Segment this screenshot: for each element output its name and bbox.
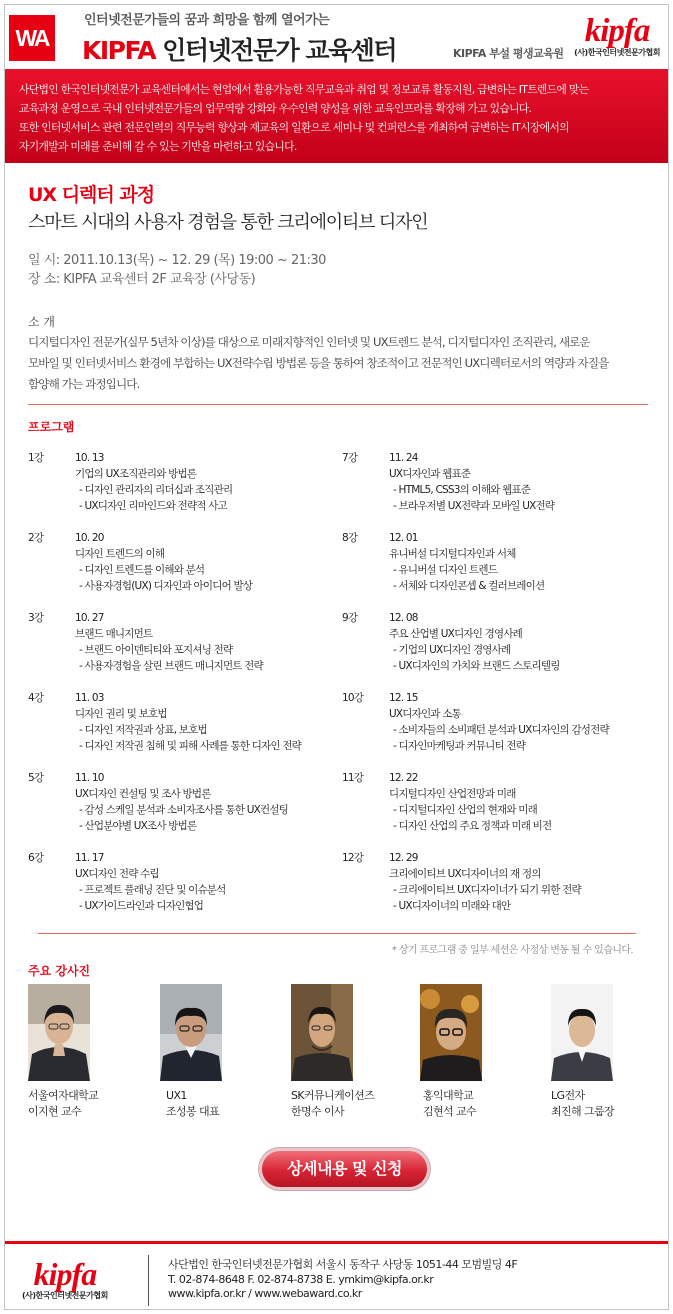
lecture-topic: - 유니버설 디자인 트렌드	[393, 564, 498, 576]
lecture-title: 크리에이티브 UX디자이너의 재 정의	[389, 868, 541, 880]
lecture-number: 2강	[28, 532, 44, 544]
course-subtitle: 스마트 시대의 사용자 경험을 통한 크리에이티브 디자인	[28, 212, 428, 233]
lecture-date: 10. 20	[75, 532, 104, 544]
lecture-title: 기업의 UX조직관리와 방법론	[75, 468, 197, 480]
instructor-org: LG전자	[551, 1089, 585, 1102]
instructor-photo	[28, 984, 90, 1081]
instructor-photo	[420, 984, 482, 1081]
footer-logo-sub: (사)한국인터넷전문가협회	[22, 1291, 108, 1300]
wa-logo[interactable]: WA	[9, 15, 55, 61]
instructor-caption	[166, 1088, 219, 1120]
intro-line: 함양해 가는 과정입니다.	[28, 377, 140, 391]
lecture-number: 4강	[28, 692, 44, 704]
header-title	[82, 31, 396, 67]
lecture-topic: - 디자인 산업의 주요 정책과 미래 비전	[393, 820, 552, 832]
program-heading: 프로그램	[28, 420, 75, 434]
lecture-title: 디자인 트렌드의 이해	[75, 548, 165, 560]
lecture-topic: - 디자인 트렌드를 이해와 분석	[79, 564, 205, 576]
lecture-title: 유니버설 디지털디자인과 서체	[389, 548, 516, 560]
footer-separator	[148, 1255, 149, 1306]
lecture-topic: - 사용자경험(UX) 디자인과 아이디어 발상	[79, 580, 253, 592]
lecture-topic: - 기업의 UX디자인 경영사례	[393, 644, 511, 656]
lecture-number: 11강	[342, 772, 364, 784]
instructor-name: 한명수 이사	[291, 1105, 345, 1118]
lecture-title: UX디자인과 웹표준	[389, 468, 471, 480]
instructor-photo	[160, 984, 222, 1081]
lecture-body	[73, 866, 225, 914]
lecture-body	[73, 546, 252, 594]
footer-web-links[interactable]: www.kipfa.or.kr / www.webaward.co.kr	[168, 1287, 362, 1300]
instructor-name: 조성봉 대표	[166, 1105, 220, 1118]
intro-band	[5, 69, 668, 163]
course-heading	[28, 180, 427, 234]
footer-info	[168, 1258, 517, 1302]
lecture-title: 주요 산업별 UX디자인 경영사례	[389, 628, 523, 640]
program-note: * 상기 프로그램 중 일부 세션은 사정상 변동 될 수 있습니다.	[391, 945, 633, 956]
apply-details-button[interactable]: 상세내용 및 신청	[259, 1148, 430, 1190]
footer-address: 사단법인 한국인터넷전문가협회 서울시 동작구 사당동 1051-44 모범빌딩 4F	[168, 1258, 518, 1271]
intro-band-line: 자기개발과 미래를 준비해 갈 수 있는 기반을 마련하고 있습니다.	[19, 140, 297, 153]
instructors-heading: 주요 강사진	[28, 964, 91, 978]
lecture-date: 10. 13	[75, 452, 104, 464]
lecture-body	[73, 706, 301, 754]
lecture-topic: - 디자인 관리자의 리더십과 조직관리	[79, 484, 233, 496]
intro-heading: 소 개	[28, 315, 55, 329]
instructor-org: UX1	[166, 1089, 187, 1102]
course-schedule	[28, 251, 326, 289]
lecture-topic: - 디자인마케팅과 커뮤니티 전략	[393, 740, 526, 752]
header-tagline: 인터넷전문가들의 꿈과 희망을 함께 열어가는	[84, 13, 330, 28]
lecture-number: 6강	[28, 852, 44, 864]
lecture-number: 8강	[342, 532, 358, 544]
lecture-number: 9강	[342, 612, 358, 624]
lecture-topic: - 디자인 저작권과 상표, 보호법	[79, 724, 207, 736]
lecture-title: UX디자인 전략 수립	[75, 868, 159, 880]
intro-line: 디지털디자인 전문가(실무 5년차 이상)를 대상으로 미래지향적인 인터넷 및 UX트렌드 분석, 디지털디자인 조직관리, 새로운	[28, 335, 590, 349]
lecture-title: UX디자인과 소통	[389, 708, 461, 720]
instructor-photo	[551, 984, 613, 1081]
header	[5, 5, 668, 67]
instructor-photo	[291, 984, 353, 1081]
lecture-topic: - UX디자인 리마인드와 전략적 사고	[79, 500, 227, 512]
lecture-number: 12강	[342, 852, 364, 864]
instructor-caption	[291, 1088, 374, 1120]
instructor-org: SK커뮤니케이션즈	[291, 1089, 375, 1102]
course-title: UX 디렉터 과정	[28, 184, 155, 206]
lecture-body	[73, 786, 288, 834]
lecture-topic: - HTML5, CSS3의 이해와 웹표준	[393, 484, 531, 496]
instructor-org: 홍익대학교	[423, 1089, 474, 1102]
lecture-topic: - UX디자인의 가치와 브랜드 스토리텔링	[393, 660, 560, 672]
lecture-date: 11. 10	[75, 772, 104, 784]
header-subtitle: KIPFA 부설 평생교육원	[453, 47, 564, 60]
intro-line: 모바일 및 인터넷서비스 환경에 부합하는 UX전략수립 방법론 등을 통하여 창조적이고 전문적인 UX디렉터로서의 역량과 자질을	[28, 356, 609, 370]
footer-contact[interactable]: T. 02-874-8648 F. 02-874-8738 E. ymkim@kipfa.or.kr	[168, 1272, 434, 1286]
lecture-date: 12. 29	[389, 852, 418, 864]
instructor-name: 김현석 교수	[423, 1105, 477, 1118]
lecture-body	[387, 786, 551, 834]
lecture-date: 12. 15	[389, 692, 418, 704]
lecture-date: 12. 08	[389, 612, 418, 624]
section-divider	[38, 933, 636, 934]
lecture-topic: - 브랜드 아이덴티티와 포지셔닝 전략	[79, 644, 233, 656]
kipfa-logo-sub: (사)한국인터넷전문가협회	[574, 48, 660, 57]
lecture-topic: - 디지털디자인 산업의 현재와 미래	[393, 804, 537, 816]
section-divider	[28, 404, 648, 405]
lecture-number: 5강	[28, 772, 44, 784]
header-title-brand: KIPFA	[82, 36, 156, 65]
instructor-org: 서울여자대학교	[28, 1089, 99, 1102]
lecture-date: 12. 22	[389, 772, 418, 784]
lecture-topic: - 감성 스케일 분석과 소비자조사를 통한 UX컨설팅	[79, 804, 289, 816]
instructor-caption	[28, 1088, 98, 1120]
lecture-date: 10. 27	[75, 612, 104, 624]
lecture-body	[387, 626, 560, 674]
lecture-title: 디자인 권리 및 보호법	[75, 708, 167, 720]
lecture-body	[73, 626, 263, 674]
lecture-body	[387, 546, 544, 594]
intro-band-line: 사단법인 한국인터넷전문가 교육센터에서는 현업에서 활용가능한 직무교육과 취업 및 정보교류 활동지원, 급변하는 IT트렌드에 맞는	[19, 83, 589, 96]
kipfa-logo-word: kipfa	[584, 13, 650, 49]
footer-logo[interactable]	[22, 1258, 108, 1301]
lecture-topic: - 프로젝트 플래닝 진단 및 이슈분석	[79, 884, 226, 896]
instructor-name: 이지현 교수	[28, 1105, 82, 1118]
lecture-body	[387, 866, 581, 914]
header-title-rest: 인터넷전문가 교육센터	[155, 36, 396, 65]
lecture-body	[73, 466, 232, 514]
schedule-place: 장 소: KIPFA 교육센터 2F 교육장 (사당동)	[28, 272, 256, 287]
lecture-title: 브랜드 매니지먼트	[75, 628, 153, 640]
lecture-topic: - 서체와 디자인콘셉 & 컬러브레이션	[393, 580, 545, 592]
lecture-number: 7강	[342, 452, 358, 464]
lecture-body	[387, 706, 609, 754]
lecture-topic: - 사용자경험을 살린 브랜드 매니지먼트 전략	[79, 660, 263, 672]
lecture-date: 11. 03	[75, 692, 104, 704]
lecture-date: 12. 01	[389, 532, 418, 544]
lecture-topic: - 브라우저별 UX전략과 모바일 UX전략	[393, 500, 555, 512]
lecture-topic: - 디자인 저작권 침해 및 피해 사례를 통한 디자인 전략	[79, 740, 302, 752]
footer-logo-word: kipfa	[33, 1256, 97, 1292]
lecture-date: 11. 24	[389, 452, 418, 464]
lecture-title: UX디자인 컨설팅 및 조사 방법론	[75, 788, 211, 800]
lecture-topic: - UX가이드라인과 디자인협업	[79, 900, 204, 912]
lecture-date: 11. 17	[75, 852, 104, 864]
instructor-caption	[551, 1088, 614, 1120]
lecture-topic: - 크리에이티브 UX디자이너가 되기 위한 전략	[393, 884, 581, 896]
lecture-topic: - UX디자이너의 미래와 대안	[393, 900, 511, 912]
footer-divider	[5, 1241, 668, 1244]
lecture-topic: - 소비자들의 소비패턴 분석과 UX디자인의 감성전략	[393, 724, 609, 736]
instructor-caption	[423, 1088, 476, 1120]
schedule-date: 일 시: 2011.10.13(목) ~ 12. 29 (목) 19:00 ~ 21:30	[28, 253, 326, 268]
lecture-title: 디지털디자인 산업전망과 미래	[389, 788, 516, 800]
lecture-number: 10강	[342, 692, 364, 704]
intro-band-line: 또한 인터넷서비스 관련 전문인력의 직무능력 향상과 재교육의 일환으로 세미나 및 컨퍼런스를 개최하여 급변하는 IT시장에서의	[19, 121, 569, 134]
intro-text	[28, 332, 643, 395]
lecture-number: 1강	[28, 452, 44, 464]
lecture-body	[387, 466, 554, 514]
lecture-topic: - 산업분야별 UX조사 방법론	[79, 820, 197, 832]
instructor-name: 최진해 그룹장	[551, 1105, 615, 1118]
lecture-number: 3강	[28, 612, 44, 624]
intro-band-line: 교육과정 운영으로 국내 인터넷전문가들의 업무역량 강화와 우수인력 양성을 위한 교육인프라를 확장해 가고 있습니다.	[19, 102, 532, 115]
kipfa-logo[interactable]	[574, 15, 660, 58]
